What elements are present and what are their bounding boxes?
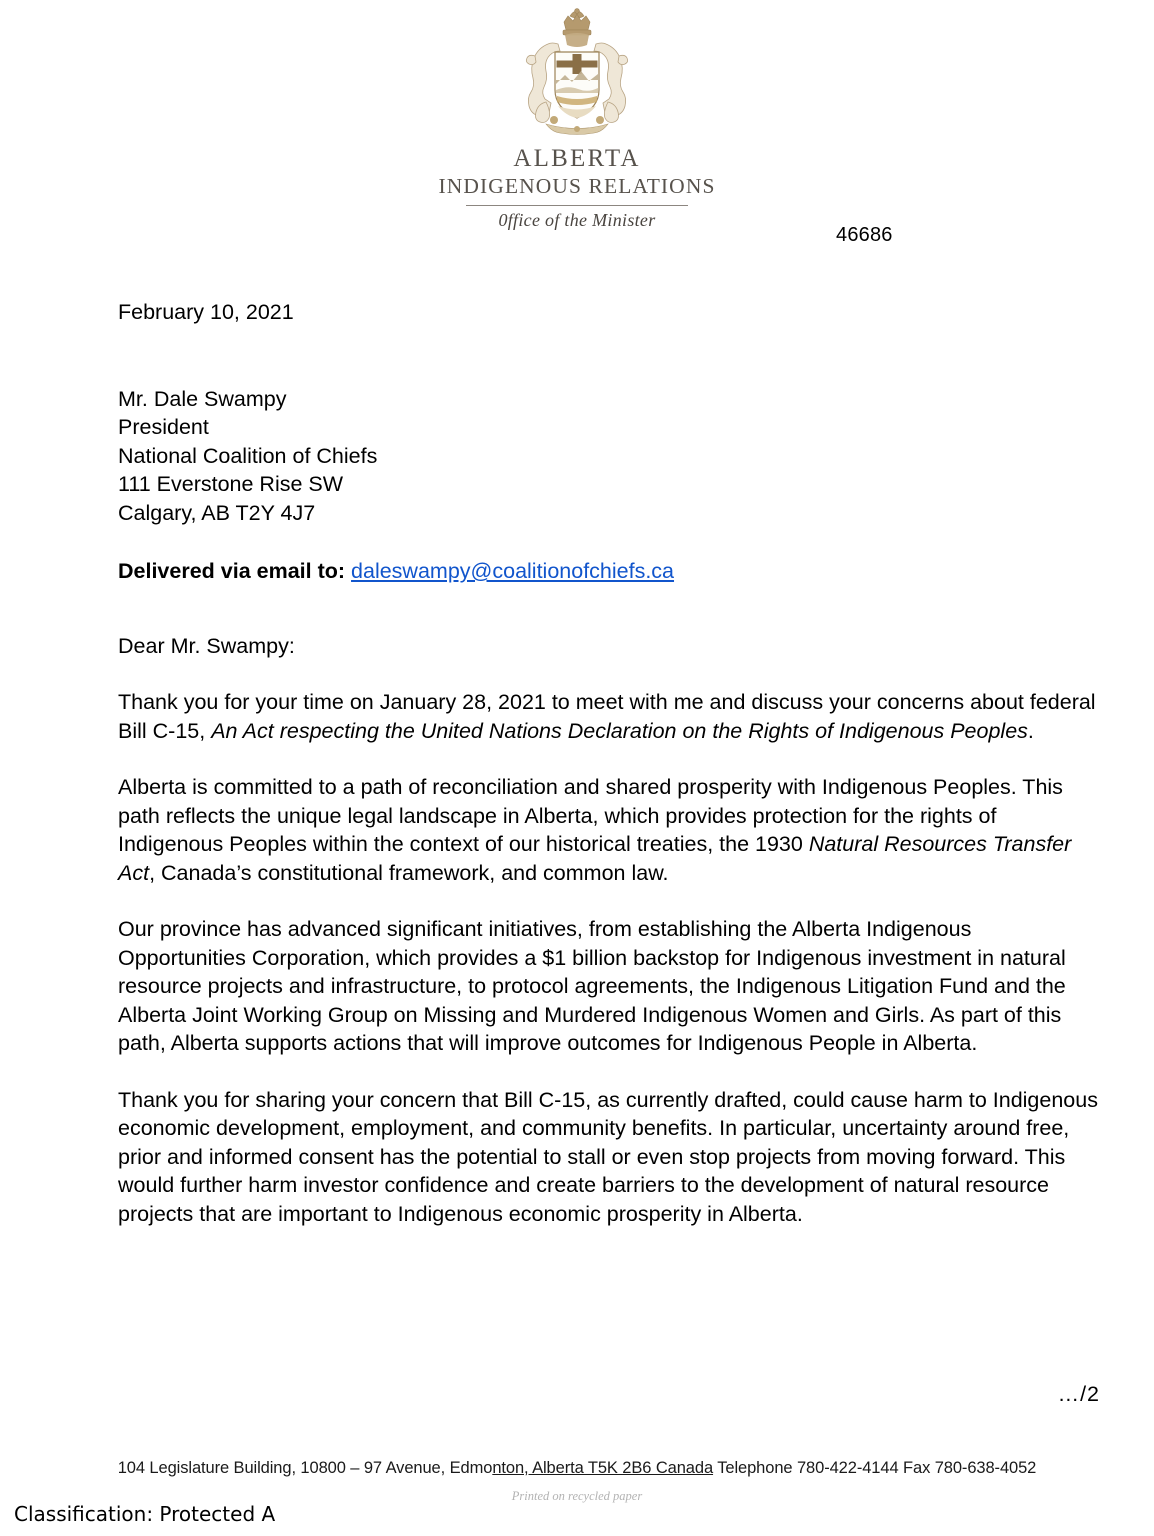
paragraph-1-part1: Thank you for your time on January 28, 2021 to meet with me and discuss your concerns about federal Bill C-15, — [118, 690, 1096, 743]
delivery-label: Delivered via email to: — [118, 559, 346, 583]
recycled-paper-note: Printed on recycled paper — [511, 1489, 643, 1503]
paragraph-1-italic: An Act respecting the United Nations Declaration on the Rights of Indigenous Peoples — [211, 718, 1028, 743]
letterhead-office: 0ffice of the Minister — [498, 210, 656, 231]
letter-date: February 10, 2021 — [118, 300, 294, 324]
paragraph-1-part2: . — [1027, 718, 1034, 743]
paragraph-2-italic: Natural Resources Transfer Act — [118, 832, 1072, 885]
paragraph-2 — [118, 773, 1102, 887]
recipient-street: 111 Everstone Rise SW — [118, 472, 344, 496]
paragraph-4-part1: Thank you for sharing your concern that Bill C-15, as currently drafted, could cause harm to Indigenous economic development, employment, and community benefits. In particular, uncertainty around free, prior and informed consent has the potential to stall or even stop projects from moving forward. This would further harm investor confidence and create barriers to the development of natural resource projects that are important to Indigenous economic prosperity in Alberta. — [118, 1087, 1098, 1226]
recipient-address-block — [118, 385, 1102, 528]
letterhead — [0, 0, 1154, 231]
recipient-name: Mr. Dale Swampy — [118, 386, 287, 411]
page-continuation-marker: …/2 — [1057, 1382, 1100, 1406]
delivery-method-line — [118, 557, 1102, 586]
recipient-organization: National Coalition of Chiefs — [118, 443, 378, 468]
recipient-email-link[interactable]: daleswampy@coalitionofchiefs.ca — [351, 559, 675, 583]
salutation: Dear Mr. Swampy: — [118, 633, 295, 658]
letterhead-divider — [466, 205, 688, 207]
footer-address-after: Telephone 780-422-4144 Fax 780-638-4052 — [713, 1459, 1037, 1477]
file-number: 46686 — [836, 224, 893, 246]
classification-banner: Classification: Protected A — [14, 1502, 276, 1526]
paragraph-3 — [118, 915, 1102, 1058]
paragraph-2-part1: Alberta is committed to a path of reconciliation and shared prosperity with Indigenous Peoples. This path reflects the unique legal landscape in Alberta, which provides protection for the rights of Indigenous Peoples within the context of our historical treaties, the 1930 — [118, 775, 1063, 856]
footer-address — [0, 1459, 1154, 1478]
alberta-coat-of-arms-icon — [502, 8, 652, 148]
recipient-city-line: Calgary, AB T2Y 4J7 — [118, 500, 316, 525]
paragraph-4 — [118, 1086, 1102, 1229]
letter-body — [118, 298, 1102, 1256]
paragraph-2-part2: , Canada’s constitutional framework, and common law. — [149, 860, 669, 885]
paragraph-1 — [118, 688, 1102, 745]
recipient-title: President — [118, 415, 209, 439]
paragraph-3-part1: Our province has advanced significant initiatives, from establishing the Alberta Indigenous Opportunities Corporation, which provides a $1 billion backstop for Indigenous investment in natural resource projects and infrastructure, to protocol agreements, the Indigenous Litigation Fund and the Alberta Joint Working Group on Missing and Murdered Indigenous Women and Girls. As part of this path, Alberta supports actions that will improve outcomes for Indigenous People in Alberta. — [118, 917, 1066, 1055]
letterhead-department: INDIGENOUS RELATIONS — [438, 174, 716, 199]
footer-address-underlined: nton, Alberta T5K 2B6 Canada — [492, 1459, 714, 1477]
letterhead-organization: ALBERTA — [513, 145, 641, 172]
footer-address-before: 104 Legislature Building, 10800 – 97 Avenue, Edmo — [117, 1459, 493, 1477]
